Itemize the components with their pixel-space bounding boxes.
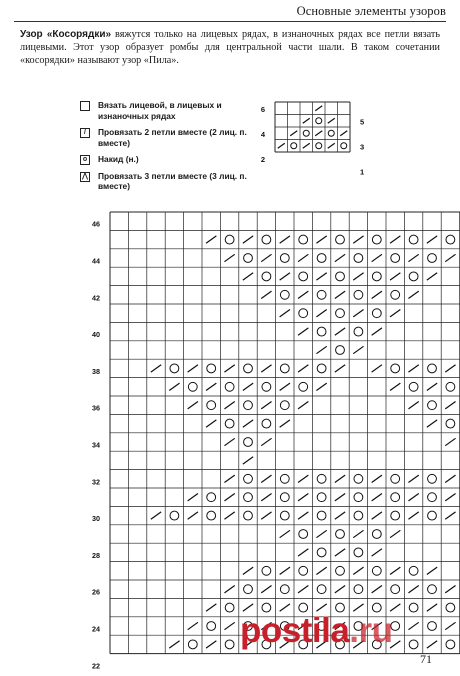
k2tog-symbol <box>280 273 290 280</box>
k2tog-symbol <box>372 475 382 482</box>
yarn-over-symbol <box>280 364 289 373</box>
main-chart-row-label-left: 22 <box>92 661 100 671</box>
yarn-over-symbol <box>280 401 289 410</box>
k2tog-symbol <box>445 586 455 593</box>
yarn-over-symbol <box>225 419 234 428</box>
k2tog-symbol <box>261 475 271 482</box>
k2tog-symbol <box>372 512 382 519</box>
yarn-over-symbol <box>262 235 271 244</box>
yarn-over-symbol <box>207 401 216 410</box>
yarn-over-symbol <box>207 493 216 502</box>
k2tog-symbol <box>335 494 345 501</box>
k2tog-symbol <box>188 622 198 629</box>
yarn-over-symbol <box>409 640 418 649</box>
k2tog-symbol <box>335 475 345 482</box>
yarn-over-symbol <box>372 272 381 281</box>
k2tog-symbol <box>298 402 308 409</box>
watermark-part-1: postila <box>240 611 350 650</box>
k2tog-symbol <box>298 254 308 261</box>
yarn-over-symbol <box>317 290 326 299</box>
yarn-over-symbol <box>354 511 363 520</box>
yarn-over-symbol <box>391 511 400 520</box>
k2tog-symbol <box>261 438 271 445</box>
yarn-over-symbol <box>225 382 234 391</box>
main-chart-row-label-left: 24 <box>92 624 100 634</box>
watermark-part-2: .ru <box>349 611 393 650</box>
circle-icon: o <box>80 155 90 165</box>
k2tog-symbol <box>243 383 253 390</box>
yarn-over-symbol <box>244 585 253 594</box>
k2tog-symbol <box>224 622 234 629</box>
k2tog-symbol <box>445 475 455 482</box>
main-chart-row-label-left: 34 <box>92 440 100 450</box>
yarn-over-symbol <box>317 364 326 373</box>
k2tog-symbol <box>280 236 290 243</box>
yarn-over-symbol <box>354 585 363 594</box>
main-chart-row-label-left: 32 <box>92 477 100 487</box>
yarn-over-symbol <box>409 272 418 281</box>
yarn-over-symbol <box>354 290 363 299</box>
k2tog-symbol <box>390 236 400 243</box>
yarn-over-symbol <box>336 309 345 318</box>
main-chart-row-label-left: 36 <box>92 403 100 413</box>
yarn-over-symbol <box>188 382 197 391</box>
k2tog-symbol <box>243 567 253 574</box>
yarn-over-symbol <box>299 566 308 575</box>
k2tog-symbol <box>298 586 308 593</box>
yarn-over-symbol <box>428 254 437 263</box>
k2tog-symbol <box>353 346 363 353</box>
k2tog-symbol <box>151 365 161 372</box>
k2tog-symbol <box>372 328 382 335</box>
legend-label: Провязать 2 петли вместе (2 лиц. п. вместе) <box>98 127 247 148</box>
k2tog-symbol <box>408 622 418 629</box>
yarn-over-symbol <box>244 438 253 447</box>
k2tog-symbol <box>372 254 382 261</box>
k2tog-symbol <box>427 420 437 427</box>
main-chart-row-label-left: 40 <box>92 330 100 340</box>
yarn-over-symbol <box>262 419 271 428</box>
yarn-over-symbol <box>409 566 418 575</box>
yarn-over-symbol <box>188 640 197 649</box>
k2tog-symbol <box>427 273 437 280</box>
k2tog-symbol <box>224 402 234 409</box>
k2tog-symbol <box>316 530 326 537</box>
k2tog-symbol <box>408 512 418 519</box>
k2tog-symbol <box>298 549 308 556</box>
yarn-over-symbol <box>409 235 418 244</box>
yarn-over-symbol <box>391 474 400 483</box>
k2tog-symbol <box>390 273 400 280</box>
k2tog-symbol <box>408 494 418 501</box>
yarn-over-symbol <box>317 327 326 336</box>
yarn-over-symbol <box>170 511 179 520</box>
yarn-over-symbol <box>244 493 253 502</box>
k2tog-symbol <box>243 420 253 427</box>
k2tog-symbol <box>316 236 326 243</box>
yarn-over-symbol <box>280 290 289 299</box>
k2tog-symbol <box>445 494 455 501</box>
yarn-over-symbol <box>391 364 400 373</box>
k2tog-symbol <box>316 273 326 280</box>
k2tog-symbol <box>408 254 418 261</box>
yarn-over-symbol <box>391 290 400 299</box>
k2tog-symbol <box>298 512 308 519</box>
k2tog-symbol <box>224 494 234 501</box>
yarn-over-symbol <box>354 474 363 483</box>
k2tog-symbol <box>280 420 290 427</box>
yarn-over-symbol <box>280 511 289 520</box>
main-chart-row-label-left: 28 <box>92 550 100 560</box>
pattern-name: Узор «Косорядки» <box>20 29 112 40</box>
k2tog-symbol <box>445 512 455 519</box>
k2tog-symbol <box>353 273 363 280</box>
yarn-over-symbol <box>207 511 216 520</box>
k2tog-symbol <box>427 641 437 648</box>
k2tog-symbol <box>390 567 400 574</box>
yarn-over-symbol <box>317 493 326 502</box>
legend-label: Вязать лицевой, в лицевых и изнаночных рядах <box>98 100 222 121</box>
k2tog-symbol <box>372 291 382 298</box>
k2tog-symbol <box>408 586 418 593</box>
k2tog-symbol <box>353 310 363 317</box>
yarn-over-symbol <box>372 530 381 539</box>
k2tog-symbol <box>427 604 437 611</box>
k2tog-symbol <box>298 475 308 482</box>
yarn-over-symbol <box>354 254 363 263</box>
k2tog-symbol <box>280 310 290 317</box>
main-chart-row-label-left: 46 <box>92 219 100 229</box>
triangle-icon: ⋀ <box>80 172 90 182</box>
k2tog-symbol <box>224 365 234 372</box>
main-chart-row-label-left: 26 <box>92 587 100 597</box>
k2tog-symbol <box>445 402 455 409</box>
yarn-over-symbol <box>244 401 253 410</box>
yarn-over-symbol <box>336 566 345 575</box>
k2tog-symbol <box>298 328 308 335</box>
small-chart-row-label-right: 5 <box>360 117 365 127</box>
yarn-over-symbol <box>225 235 234 244</box>
k2tog-symbol <box>224 475 234 482</box>
k2tog-symbol <box>243 457 253 464</box>
watermark <box>240 611 393 651</box>
yarn-over-symbol <box>428 493 437 502</box>
k2tog-symbol <box>169 383 179 390</box>
k2tog-symbol <box>188 402 198 409</box>
yarn-over-symbol <box>299 309 308 318</box>
main-chart-row-label-left: 30 <box>92 514 100 524</box>
k2tog-symbol <box>445 622 455 629</box>
k2tog-symbol <box>298 291 308 298</box>
yarn-over-symbol <box>262 382 271 391</box>
intro-text: вяжутся только на лицевых рядах, в изнаночных рядах все петли вязать лицевыми. Этот узор образует ромбы для центральной части шали. В таком сочетании «косорядки» называют узор «Пила». <box>20 29 441 66</box>
yarn-over-symbol <box>299 235 308 244</box>
k2tog-symbol <box>280 567 290 574</box>
k2tog-symbol <box>408 475 418 482</box>
small-chart-row-label-right: 3 <box>360 142 365 152</box>
k2tog-symbol <box>335 365 345 372</box>
yarn-over-symbol <box>262 272 271 281</box>
k2tog-symbol <box>335 512 345 519</box>
yarn-over-symbol <box>317 548 326 557</box>
yarn-over-symbol <box>372 235 381 244</box>
main-chart-row-label-left: 42 <box>92 293 100 303</box>
yarn-over-symbol <box>207 622 216 631</box>
k2tog-symbol <box>335 328 345 335</box>
yarn-over-symbol <box>354 493 363 502</box>
yarn-over-symbol <box>354 327 363 336</box>
yarn-over-symbol <box>317 585 326 594</box>
yarn-over-symbol <box>280 585 289 594</box>
legend-label: Накид (н.) <box>98 154 139 164</box>
yarn-over-symbol <box>446 603 455 612</box>
small-chart-row-label-right: 1 <box>360 167 365 177</box>
k2tog-symbol <box>298 494 308 501</box>
k2tog-symbol <box>335 291 345 298</box>
yarn-over-symbol <box>409 382 418 391</box>
k2tog-symbol <box>353 567 363 574</box>
k2tog-symbol <box>445 254 455 261</box>
k2tog-symbol <box>243 236 253 243</box>
yarn-over-symbol <box>391 254 400 263</box>
main-chart-row-label-left: 44 <box>92 256 100 266</box>
yarn-over-symbol <box>336 346 345 355</box>
k2tog-symbol <box>261 586 271 593</box>
k2tog-symbol <box>206 420 216 427</box>
k2tog-symbol <box>353 530 363 537</box>
yarn-over-symbol <box>391 493 400 502</box>
yarn-over-symbol <box>428 585 437 594</box>
k2tog-symbol <box>390 530 400 537</box>
k2tog-symbol <box>427 567 437 574</box>
k2tog-symbol <box>280 530 290 537</box>
k2tog-symbol <box>390 383 400 390</box>
k2tog-symbol <box>224 438 234 445</box>
k2tog-symbol <box>372 549 382 556</box>
k2tog-symbol <box>261 494 271 501</box>
k2tog-symbol <box>206 236 216 243</box>
yarn-over-symbol <box>225 640 234 649</box>
yarn-over-symbol <box>446 640 455 649</box>
yarn-over-symbol <box>170 364 179 373</box>
k2tog-symbol <box>335 254 345 261</box>
k2tog-symbol <box>390 310 400 317</box>
k2tog-symbol <box>261 254 271 261</box>
k2tog-symbol <box>372 586 382 593</box>
k2tog-symbol <box>261 365 271 372</box>
k2tog-symbol <box>316 567 326 574</box>
k2tog-symbol <box>335 549 345 556</box>
k2tog-symbol <box>427 236 437 243</box>
k2tog-symbol <box>188 512 198 519</box>
yarn-over-symbol <box>428 622 437 631</box>
k2tog-symbol <box>243 273 253 280</box>
k2tog-symbol <box>408 365 418 372</box>
k2tog-symbol <box>408 402 418 409</box>
yarn-over-symbol <box>280 254 289 263</box>
k2tog-symbol <box>224 512 234 519</box>
k2tog-symbol <box>206 641 216 648</box>
yarn-over-symbol <box>372 309 381 318</box>
k2tog-symbol <box>206 383 216 390</box>
page-number: 71 <box>420 652 432 666</box>
k2tog-symbol <box>316 346 326 353</box>
yarn-over-symbol <box>446 235 455 244</box>
k2tog-symbol <box>353 236 363 243</box>
yarn-over-symbol <box>336 272 345 281</box>
k2tog-symbol <box>169 641 179 648</box>
k2tog-symbol <box>445 365 455 372</box>
header-title: Основные элементы узоров <box>296 4 446 18</box>
yarn-over-symbol <box>354 548 363 557</box>
k2tog-symbol <box>224 254 234 261</box>
yarn-over-symbol <box>244 364 253 373</box>
yarn-over-symbol <box>280 493 289 502</box>
yarn-over-symbol <box>409 603 418 612</box>
yarn-over-symbol <box>428 511 437 520</box>
legend-label: Провязать 3 петли вместе (3 лиц. п. вместе) <box>98 170 247 191</box>
k2tog-symbol <box>151 512 161 519</box>
yarn-over-symbol <box>446 419 455 428</box>
k2tog-symbol <box>445 438 455 445</box>
yarn-over-symbol <box>244 254 253 263</box>
k2tog-symbol <box>372 365 382 372</box>
k2tog-symbol <box>261 291 271 298</box>
k2tog-symbol <box>188 365 198 372</box>
k2tog-symbol <box>298 365 308 372</box>
yarn-over-symbol <box>225 603 234 612</box>
k2tog-symbol <box>335 586 345 593</box>
yarn-over-symbol <box>317 511 326 520</box>
slash-icon: / <box>80 128 90 138</box>
yarn-over-symbol <box>428 364 437 373</box>
yarn-over-symbol <box>280 474 289 483</box>
yarn-over-symbol <box>446 382 455 391</box>
k2tog-symbol <box>224 586 234 593</box>
yarn-over-symbol <box>336 530 345 539</box>
yarn-over-symbol <box>428 401 437 410</box>
k2tog-symbol <box>280 383 290 390</box>
k2tog-symbol <box>188 494 198 501</box>
yarn-over-symbol <box>428 474 437 483</box>
yarn-over-symbol <box>299 382 308 391</box>
small-chart-row-label-left: 6 <box>260 105 265 114</box>
yarn-over-symbol <box>299 530 308 539</box>
small-chart-row-label-left: 4 <box>260 130 265 139</box>
yarn-over-symbol <box>317 254 326 263</box>
k2tog-symbol <box>316 310 326 317</box>
k2tog-symbol <box>206 604 216 611</box>
k2tog-symbol <box>427 383 437 390</box>
k2tog-symbol <box>261 512 271 519</box>
yarn-over-symbol <box>244 511 253 520</box>
k2tog-symbol <box>372 494 382 501</box>
yarn-over-symbol <box>299 272 308 281</box>
k2tog-symbol <box>261 402 271 409</box>
yarn-over-symbol <box>391 585 400 594</box>
yarn-over-symbol <box>372 566 381 575</box>
yarn-over-symbol <box>262 566 271 575</box>
small-chart-row-label-left: 2 <box>260 155 265 164</box>
yarn-over-symbol <box>317 474 326 483</box>
k2tog-symbol <box>316 383 326 390</box>
main-chart-row-label-left: 38 <box>92 366 100 376</box>
yarn-over-symbol <box>336 235 345 244</box>
k2tog-symbol <box>408 291 418 298</box>
yarn-over-symbol <box>207 364 216 373</box>
yarn-over-symbol <box>244 474 253 483</box>
